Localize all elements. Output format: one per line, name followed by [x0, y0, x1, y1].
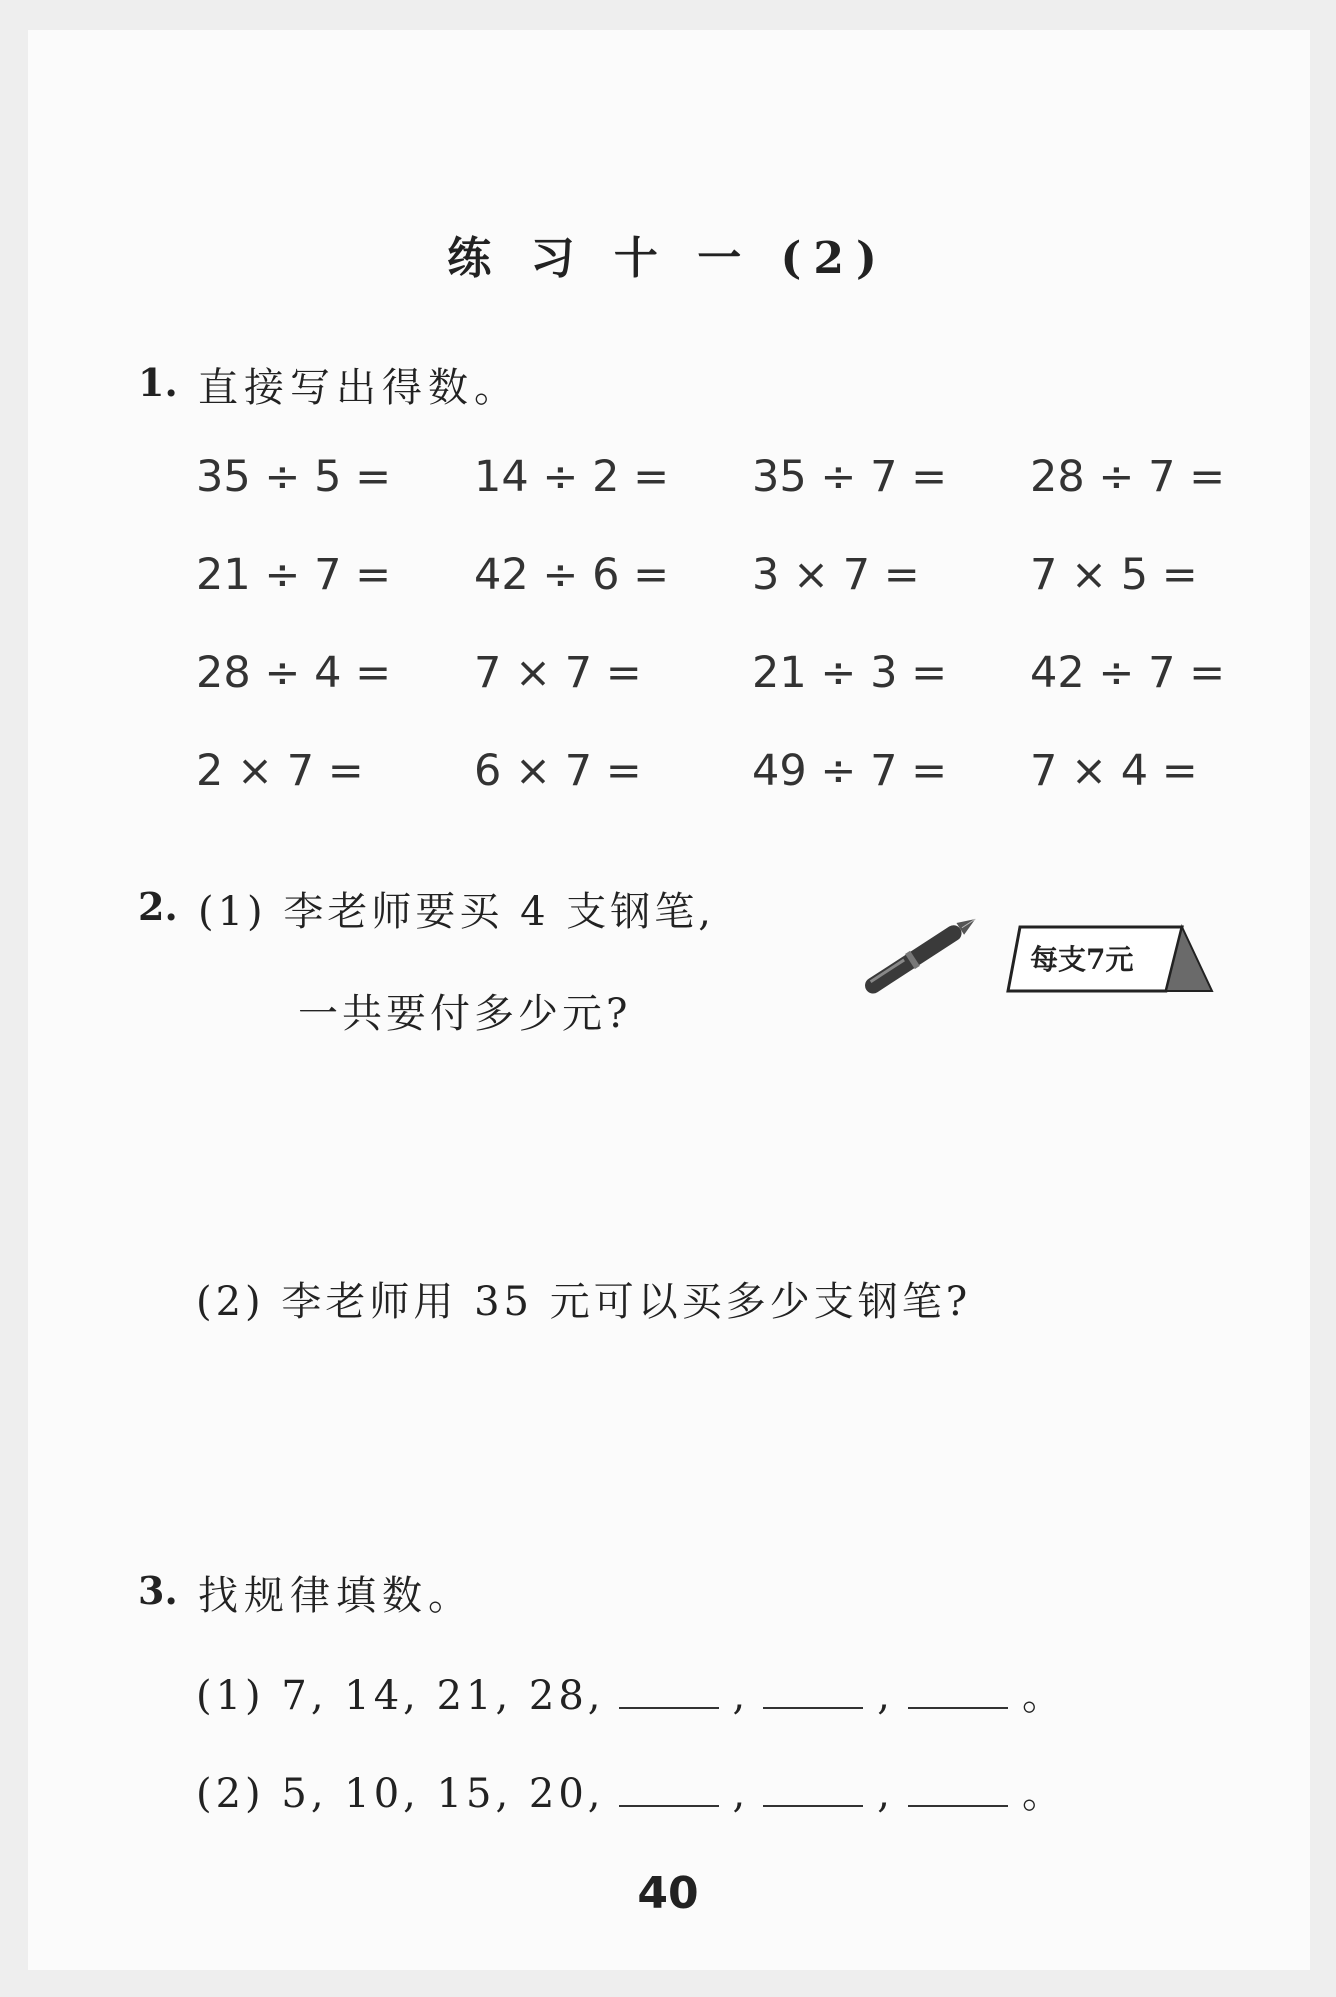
equation-r4-c3: 49 ÷ 7 =	[752, 746, 948, 796]
equation-r2-c4: 7 × 5 =	[1030, 550, 1198, 600]
separator: ,	[877, 1771, 894, 1817]
sequence-2-blank-2[interactable]	[763, 1775, 863, 1807]
sequence-1	[196, 1664, 1066, 1721]
page-number: 40	[637, 1868, 699, 1919]
page-title: 练 习 十 一 (2)	[447, 233, 889, 284]
sequence-end: 。	[1021, 1771, 1066, 1817]
question-2-part-1-line-1: (1) 李老师要买 4 支钢笔,	[198, 889, 715, 935]
equation-r1-c4: 28 ÷ 7 =	[1030, 452, 1226, 502]
question-3-number: 3.	[138, 1568, 178, 1613]
question-3-prompt: 找规律填数。	[198, 1573, 474, 1619]
sequence-2-blank-3[interactable]	[908, 1775, 1008, 1807]
question-2-number: 2.	[138, 884, 178, 929]
equation-r2-c2: 42 ÷ 6 =	[474, 550, 670, 600]
equation-r4-c2: 6 × 7 =	[474, 746, 642, 796]
question-2-part-2: (2) 李老师用 35 元可以买多少支钢笔?	[196, 1279, 972, 1325]
sequence-1-blank-2[interactable]	[763, 1677, 863, 1709]
sequence-2	[196, 1762, 1066, 1819]
equation-r2-c3: 3 × 7 =	[752, 550, 920, 600]
equation-r4-c4: 7 × 4 =	[1030, 746, 1198, 796]
equation-r3-c3: 21 ÷ 3 =	[752, 648, 948, 698]
sequence-1-blank-1[interactable]	[619, 1677, 719, 1709]
equation-r1-c2: 14 ÷ 2 =	[474, 452, 670, 502]
pen-icon	[850, 905, 990, 1005]
sequence-end: 。	[1021, 1673, 1066, 1719]
question-1-number: 1.	[138, 360, 178, 405]
sequence-2-blank-1[interactable]	[619, 1775, 719, 1807]
sequence-1-blank-3[interactable]	[908, 1677, 1008, 1709]
separator: ,	[732, 1673, 750, 1719]
separator: ,	[732, 1771, 750, 1817]
equation-r1-c1: 35 ÷ 5 =	[196, 452, 392, 502]
equation-r4-c1: 2 × 7 =	[196, 746, 364, 796]
equation-r3-c2: 7 × 7 =	[474, 648, 642, 698]
separator: ,	[877, 1673, 894, 1719]
price-sign-label: 每支7元	[1030, 943, 1134, 976]
equation-r1-c3: 35 ÷ 7 =	[752, 452, 948, 502]
sequence-2-prefix: (2) 5, 10, 15, 20,	[196, 1771, 605, 1817]
equation-r2-c1: 21 ÷ 7 =	[196, 550, 392, 600]
sequence-1-prefix: (1) 7, 14, 21, 28,	[196, 1673, 605, 1719]
question-2-part-1-line-2: 一共要付多少元?	[298, 991, 632, 1037]
equation-r3-c4: 42 ÷ 7 =	[1030, 648, 1226, 698]
question-1-prompt: 直接写出得数。	[198, 365, 520, 411]
equation-r3-c1: 28 ÷ 4 =	[196, 648, 392, 698]
